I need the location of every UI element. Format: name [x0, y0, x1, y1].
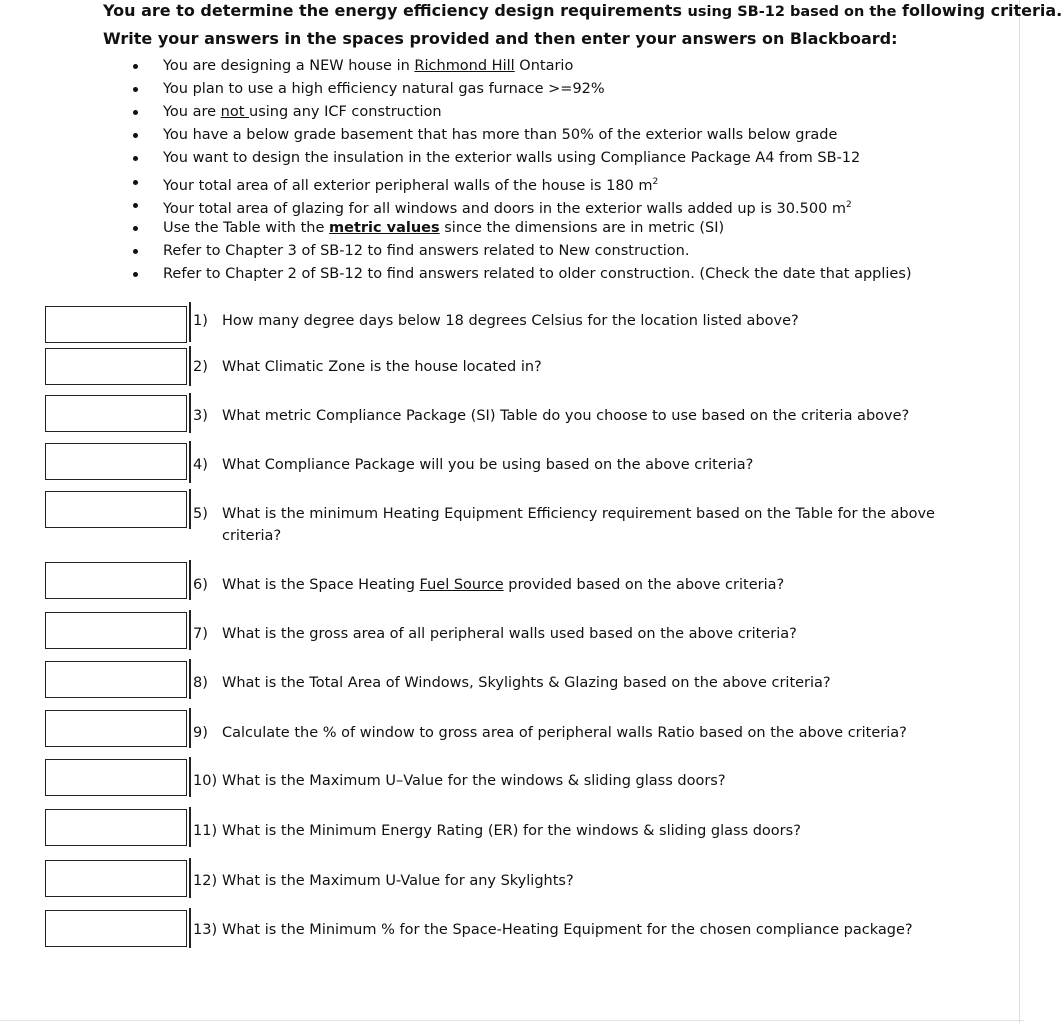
question-text-13: What is the Minimum % for the Space-Heating Equipment for the chosen compliance package?: [222, 922, 913, 938]
question-text-5: What is the minimum Heating Equipment Efficiency requirement based on the Table for the above: [222, 506, 935, 522]
criteria-text: Ontario: [514, 58, 574, 74]
answer-box-11[interactable]: [45, 809, 187, 846]
page-edge-right: [1019, 0, 1020, 1023]
question-number: 7): [193, 626, 208, 642]
bullet-icon: [133, 64, 138, 69]
answer-box-1[interactable]: [45, 306, 187, 343]
question-divider: [189, 346, 191, 386]
criteria-text: Use the Table with the: [163, 220, 329, 236]
answer-box-13[interactable]: [45, 910, 187, 947]
question-number: 1): [193, 313, 208, 329]
question-number: 3): [193, 408, 208, 424]
question-divider: [189, 908, 191, 948]
answer-box-8[interactable]: [45, 661, 187, 698]
question-text-12: What is the Maximum U-Value for any Skylights?: [222, 873, 574, 889]
bullet-icon: [133, 249, 138, 254]
question-text-1: How many degree days below 18 degrees Celsius for the location listed above?: [222, 313, 799, 329]
bullet-icon: [133, 133, 138, 138]
criteria-text: Your total area of glazing for all windows and doors in the exterior walls added up is 30.500 m: [163, 200, 847, 217]
bullet-icon: [133, 226, 138, 231]
criteria-text: You want to design the insulation in the exterior walls using Compliance Package A4 from SB-12: [163, 150, 861, 166]
bullet-icon: [133, 180, 138, 185]
criteria-emphasis: not: [220, 104, 250, 120]
criteria-text: You have a below grade basement that has more than 50% of the exterior walls below grade: [163, 127, 838, 143]
question-text: What is the Space Heating: [222, 577, 420, 593]
heading-text-b: using SB-12 based on the: [687, 4, 897, 20]
location-link: Richmond Hill: [414, 58, 515, 74]
bullet-icon: [133, 110, 138, 115]
criteria-text: using any ICF construction: [249, 104, 442, 120]
question-divider: [189, 489, 191, 529]
criteria-text: Your total area of all exterior peripheral walls of the house is 180 m: [163, 177, 653, 194]
question-text-5-cont: criteria?: [222, 528, 282, 544]
page-edge-bottom: [0, 1020, 1024, 1021]
question-divider: [189, 560, 191, 600]
question-number: 9): [193, 725, 208, 741]
question-text-2: What Climatic Zone is the house located in?: [222, 359, 542, 375]
question-text-10: What is the Maximum U–Value for the windows & sliding glass doors?: [222, 773, 726, 789]
question-number: 2): [193, 359, 208, 375]
question-text-4: What Compliance Package will you be using based on the above criteria?: [222, 457, 754, 473]
question-number: 10): [193, 773, 218, 789]
question-number: 5): [193, 506, 208, 522]
question-text-11: What is the Minimum Energy Rating (ER) for the windows & sliding glass doors?: [222, 823, 801, 839]
question-text-8: What is the Total Area of Windows, Skylights & Glazing based on the above criteria?: [222, 675, 831, 691]
heading-text-c: following criteria.: [896, 1, 1062, 20]
question-divider: [189, 708, 191, 748]
superscript: 2: [652, 177, 659, 187]
superscript: 2: [846, 200, 852, 210]
question-number: 6): [193, 577, 208, 593]
answer-box-9[interactable]: [45, 710, 187, 747]
criteria-text: You plan to use a high efficiency natural gas furnace >=92%: [163, 81, 605, 97]
answer-box-4[interactable]: [45, 443, 187, 480]
heading-line-1: [103, 1, 1062, 22]
criteria-text: Refer to Chapter 3 of SB-12 to find answers related to New construction.: [163, 243, 690, 259]
bullet-icon: [133, 87, 138, 92]
answer-box-2[interactable]: [45, 348, 187, 385]
bullet-icon: [133, 156, 138, 161]
criteria-text: You are designing a NEW house in: [163, 58, 415, 74]
question-text-6: [222, 574, 784, 596]
heading-line-2: Write your answers in the spaces provided and then enter your answers on Blackboard:: [103, 29, 898, 48]
answer-box-3[interactable]: [45, 395, 187, 432]
question-emphasis: Fuel Source: [419, 577, 504, 593]
answer-box-10[interactable]: [45, 759, 187, 796]
bullet-icon: [133, 203, 138, 208]
question-number: 11): [193, 823, 218, 839]
question-divider: [189, 807, 191, 847]
question-divider: [189, 610, 191, 650]
answer-box-6[interactable]: [45, 562, 187, 599]
question-number: 4): [193, 457, 208, 473]
criteria-emphasis: metric values: [329, 220, 440, 236]
heading-text-a: You are to determine the energy efficiency design requirements: [103, 1, 688, 20]
question-divider: [189, 659, 191, 699]
answer-box-7[interactable]: [45, 612, 187, 649]
question-text-3: What metric Compliance Package (SI) Table do you choose to use based on the criteria above?: [222, 408, 910, 424]
question-text: provided based on the above criteria?: [503, 577, 785, 593]
criteria-text: You are: [163, 104, 221, 120]
question-number: 13): [193, 922, 218, 938]
question-text-7: What is the gross area of all peripheral walls used based on the above criteria?: [222, 626, 797, 642]
criteria-text: Refer to Chapter 2 of SB-12 to find answers related to older construction. (Check the date that applies): [163, 266, 912, 282]
answer-box-5[interactable]: [45, 491, 187, 528]
question-divider: [189, 441, 191, 483]
question-divider: [189, 858, 191, 898]
answer-box-12[interactable]: [45, 860, 187, 897]
criteria-text: since the dimensions are in metric (SI): [439, 220, 725, 236]
question-number: 12): [193, 873, 218, 889]
question-divider: [189, 757, 191, 797]
question-divider: [189, 393, 191, 433]
question-text-9: Calculate the % of window to gross area of peripheral walls Ratio based on the above criteria?: [222, 725, 907, 741]
question-divider: [189, 302, 191, 342]
question-number: 8): [193, 675, 208, 691]
bullet-icon: [133, 272, 138, 277]
